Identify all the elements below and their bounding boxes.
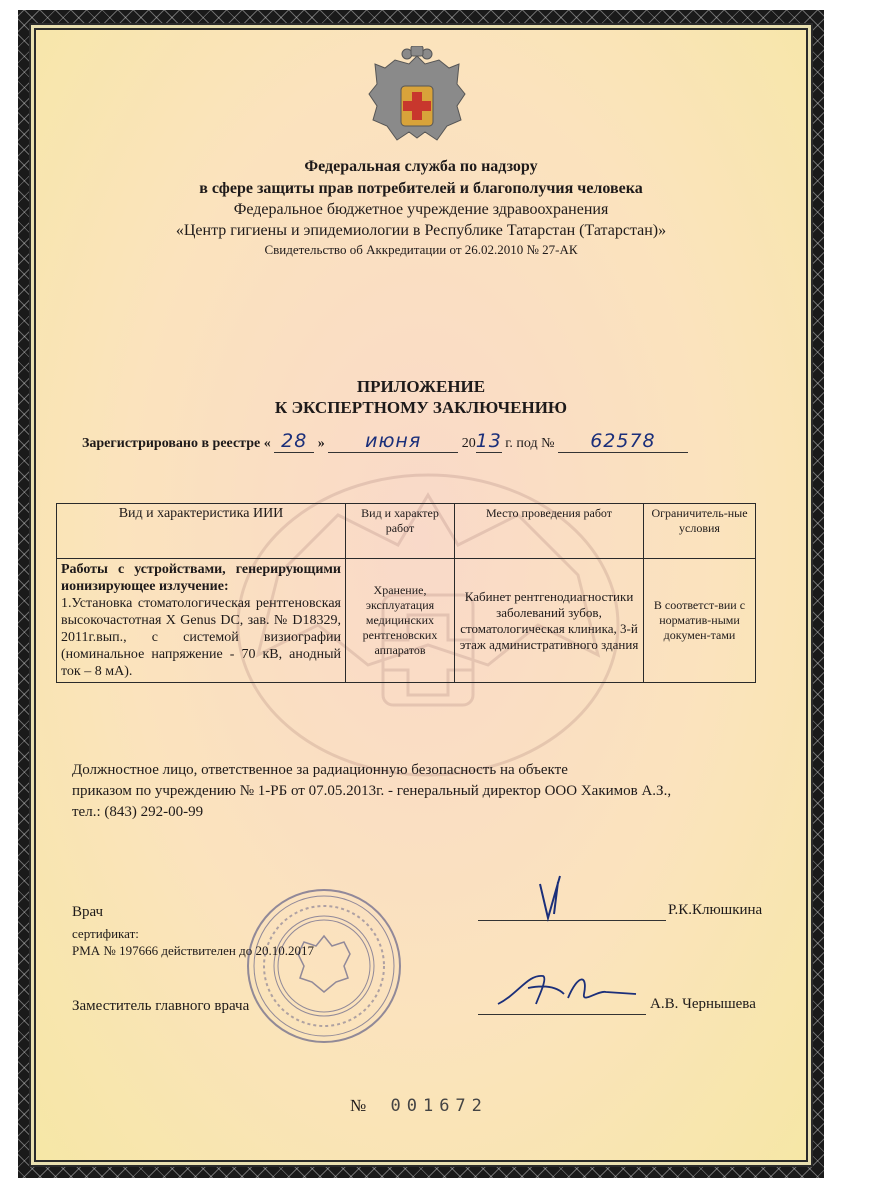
institution-line-1: Федеральное бюджетное учреждение здравоохранения	[233, 201, 609, 218]
work-type-cell: Хранение, эксплуатация медицинских рентгеновских аппаратов	[346, 559, 455, 683]
registration-number: 62578	[558, 430, 688, 453]
document-title: ПРИЛОЖЕНИЕ	[356, 377, 486, 396]
deputy-name: А.В. Чернышева	[650, 996, 756, 1012]
close-quote: »	[317, 436, 325, 451]
conditions-cell: В соответст-вии с норматив-ными докумен-тами	[644, 559, 756, 683]
table-row	[57, 559, 756, 683]
accreditation-line: Свидетельство об Аккредитации от 26.02.2010 № 27-АК	[264, 242, 578, 257]
form-serial-number: 001672	[390, 1096, 488, 1116]
table-header-location: Место проведения работ	[455, 504, 644, 559]
agency-line-1: Федеральная служба по надзору	[304, 158, 538, 175]
deputy-signature-line	[478, 1014, 646, 1015]
number-symbol: №	[350, 1096, 367, 1115]
agency-line-2: в сфере защиты прав потребителей и благополучия человека	[199, 180, 643, 197]
deputy-label: Заместитель главного врача	[72, 998, 250, 1014]
registration-month: июня	[328, 430, 458, 453]
institution-line-2: «Центр гигиены и эпидемиологии в Республике Татарстан (Татарстан)»	[175, 222, 667, 239]
form-number	[350, 1096, 488, 1116]
certificate-value: РМА № 197666 действителен до 20.10.2017	[72, 943, 314, 958]
deputy-signature-icon	[488, 964, 638, 1014]
doctor-signature-icon	[520, 874, 590, 924]
responsible-line-3: тел.: (843) 292-00-99	[72, 804, 204, 820]
round-seal-stamp	[244, 886, 404, 1046]
table-header-row	[57, 504, 756, 559]
year-tail: г. под №	[505, 436, 555, 451]
doctor-name: Р.К.Клюшкина	[668, 902, 763, 918]
table-header-source: Вид и характеристика ИИИ	[57, 504, 346, 559]
responsible-person-paragraph	[72, 760, 802, 823]
table-header-work-type: Вид и характер работ	[346, 504, 455, 559]
source-description-cell	[57, 559, 346, 683]
radiation-sources-table	[56, 503, 756, 683]
responsible-line-1: Должностное лицо, ответственное за радиационную безопасность на объекте	[72, 762, 568, 778]
doctor-label: Врач	[72, 904, 104, 920]
registration-year: 13	[475, 430, 502, 452]
table-header-conditions: Ограничитель-ные условия	[644, 504, 756, 559]
registration-prefix: Зарегистрировано в реестре	[82, 436, 261, 451]
eagle-emblem-icon	[367, 46, 467, 156]
responsible-line-2: приказом по учреждению № 1-РБ от 07.05.2013г. - генеральный директор ООО Хакимов А.З.,	[72, 783, 672, 799]
registration-line	[82, 430, 762, 453]
location-cell: Кабинет рентгенодиагностики заболеваний зубов, стоматологическая клиника, 3-й этаж административного здания	[455, 559, 644, 683]
registration-day: 28	[274, 430, 314, 453]
source-details: 1.Установка стоматологическая рентгеновская высокочастотная X Genus DC, зав. № D18329, 2011г.вып., с системой визиографии (номинальное напряжение - 70 кВ, анодный ток – 8 мА).	[61, 596, 341, 679]
year-prefix: 20	[461, 436, 476, 451]
document-subtitle: К ЭКСПЕРТНОМУ ЗАКЛЮЧЕНИЮ	[274, 398, 568, 417]
open-quote: «	[263, 436, 271, 451]
certificate-label: сертификат:	[72, 926, 139, 941]
source-category: Работы с устройствами, генерирующими ионизирующее излучение:	[61, 562, 341, 594]
